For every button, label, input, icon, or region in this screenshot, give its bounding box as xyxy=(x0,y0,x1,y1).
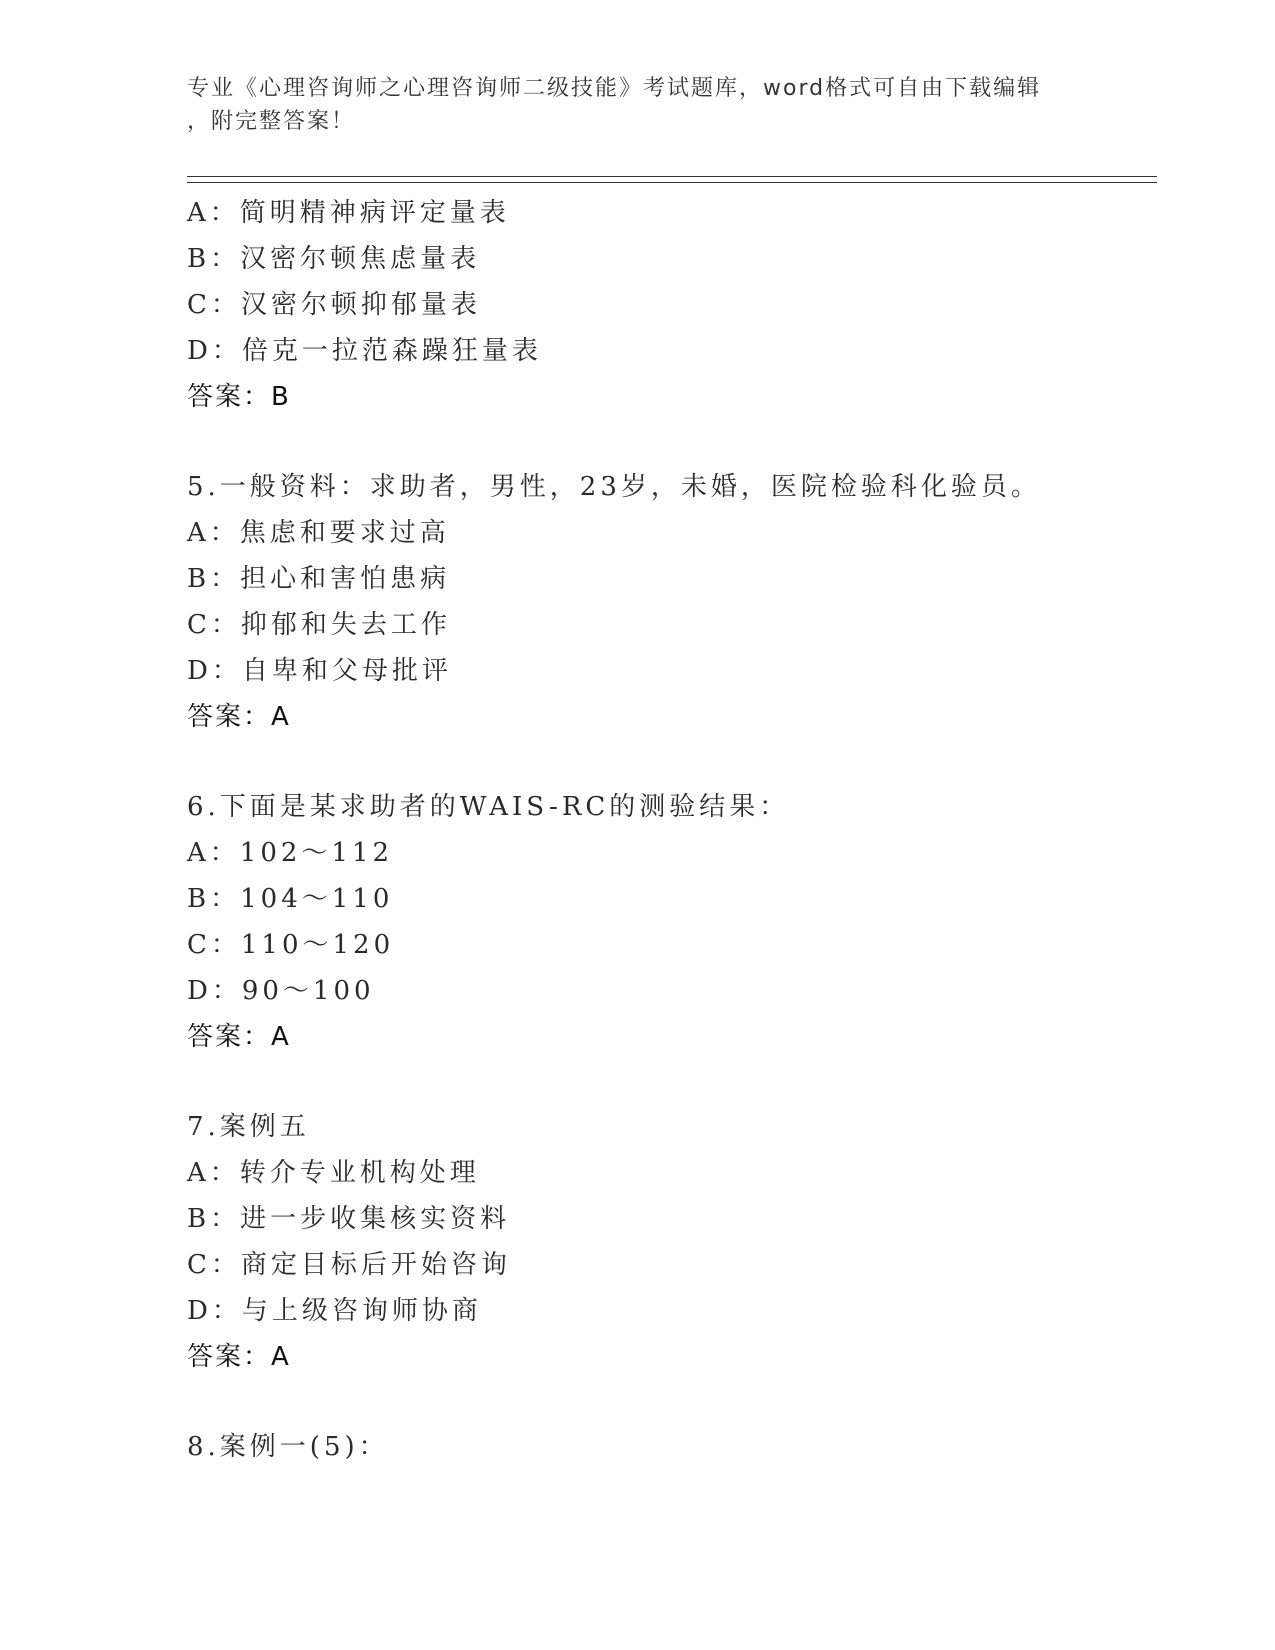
spacer xyxy=(187,740,1147,784)
option-d: D：90～100 xyxy=(187,976,375,1006)
option-b: B：汉密尔顿焦虑量表 xyxy=(187,244,481,274)
question-6 xyxy=(187,784,1147,1060)
option-b: B：104～110 xyxy=(187,884,394,914)
question-text: 7.案例五 xyxy=(187,1112,310,1142)
question-text: 8.案例一(5)： xyxy=(187,1432,389,1462)
question-5 xyxy=(187,464,1147,740)
option-d: D：自卑和父母批评 xyxy=(187,656,452,686)
document-header xyxy=(187,72,1087,138)
header-divider-bottom xyxy=(187,182,1157,183)
option-a: A：102～112 xyxy=(187,838,394,868)
question-4 xyxy=(187,190,1147,420)
spacer xyxy=(187,420,1147,464)
option-b: B：担心和害怕患病 xyxy=(187,564,451,594)
option-a: A：焦虑和要求过高 xyxy=(187,518,450,548)
option-c: C：抑郁和失去工作 xyxy=(187,610,451,640)
option-a: A：简明精神病评定量表 xyxy=(187,198,510,228)
header-line-2: ，附完整答案！ xyxy=(187,109,356,134)
answer-line: 答案：A xyxy=(187,1022,291,1052)
header-divider-top xyxy=(187,176,1157,177)
option-a: A：转介专业机构处理 xyxy=(187,1158,480,1188)
question-list xyxy=(187,190,1147,1470)
option-c: C：商定目标后开始咨询 xyxy=(187,1250,511,1280)
question-8 xyxy=(187,1424,1147,1470)
spacer xyxy=(187,1380,1147,1424)
option-d: D：倍克一拉范森躁狂量表 xyxy=(187,336,542,366)
question-text: 6.下面是某求助者的WAIS-RC的测验结果： xyxy=(187,792,790,822)
option-c: C：110～120 xyxy=(187,930,395,960)
question-7 xyxy=(187,1104,1147,1380)
option-b: B：进一步收集核实资料 xyxy=(187,1204,511,1234)
option-d: D：与上级咨询师协商 xyxy=(187,1296,482,1326)
spacer xyxy=(187,1060,1147,1104)
answer-line: 答案：A xyxy=(187,1342,291,1372)
header-line-1: 专业《心理咨询师之心理咨询师二级技能》考试题库，word格式可自由下载编辑 xyxy=(187,76,1042,101)
question-text: 5.一般资料：求助者，男性，23岁，未婚，医院检验科化验员。 xyxy=(187,472,1041,502)
answer-line: 答案：B xyxy=(187,382,291,412)
option-c: C：汉密尔顿抑郁量表 xyxy=(187,290,481,320)
answer-line: 答案：A xyxy=(187,702,291,732)
